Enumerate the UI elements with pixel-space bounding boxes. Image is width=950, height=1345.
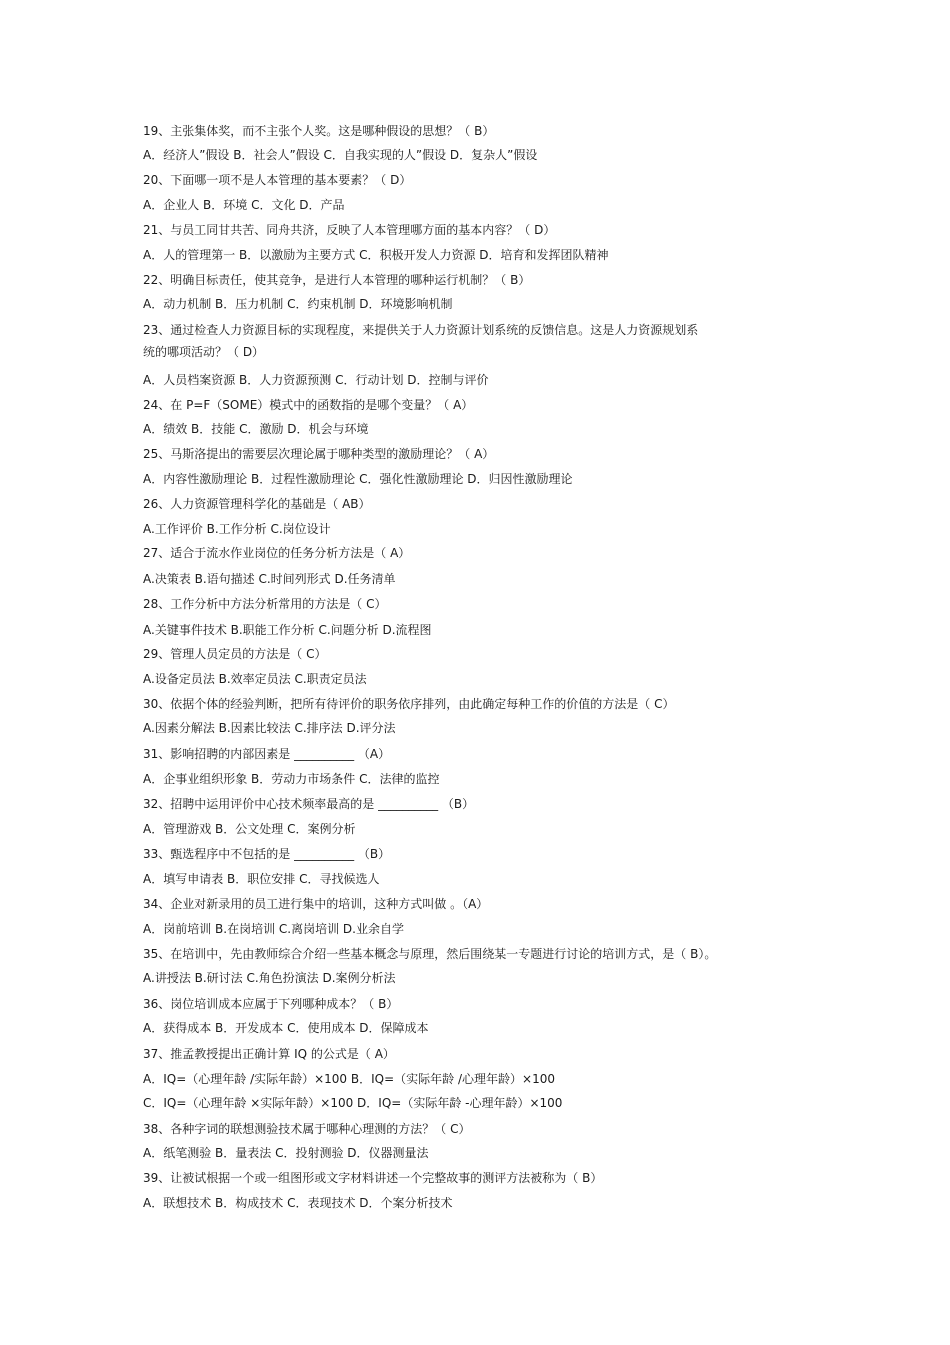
document-line: A．获得成本 B．开发成本 C．使用成本 D．保障成本 <box>143 1021 429 1035</box>
document-line: 27、适合于流水作业岗位的任务分析方法是（ A） <box>143 546 411 560</box>
document-line: 31、影响招聘的内部因素是 __________ （A） <box>143 747 391 761</box>
document-line: 24、在 P=F（SOME）模式中的函数指的是哪个变量？（ A） <box>143 398 474 412</box>
document-line: 20、下面哪一项不是人本管理的基本要素？（ D） <box>143 173 412 187</box>
document-line: 30、依据个体的经验判断，把所有待评价的职务依序排列，由此确定每种工作的价值的方法是（ C） <box>143 697 675 711</box>
document-line: A.关键事件技术 B.职能工作分析 C.问题分析 D.流程图 <box>143 623 432 637</box>
document-line: 37、推孟教授提出正确计算 IQ 的公式是（ A） <box>143 1047 395 1061</box>
document-line: A．岗前培训 B.在岗培训 C.离岗培训 D.业余自学 <box>143 922 404 936</box>
document-line: A．管理游戏 B．公文处理 C．案例分析 <box>143 822 356 836</box>
document-line: 统的哪项活动？（ D） <box>143 345 265 359</box>
document-line: A．绩效 B．技能 C．激励 D．机会与环境 <box>143 422 369 436</box>
document-line: A．经济人”假设 B．社会人”假设 C．自我实现的人”假设 D．复杂人”假设 <box>143 148 538 162</box>
document-line: A．企业人 B．环境 C．文化 D．产品 <box>143 198 345 212</box>
document-line: A．人员档案资源 B．人力资源预测 C．行动计划 D．控制与评价 <box>143 373 489 387</box>
document-line: 25、马斯洛提出的需要层次理论属于哪种类型的激励理论？（ A） <box>143 447 495 461</box>
document-line: A．联想技术 B．构成技术 C．表现技术 D．个案分析技术 <box>143 1196 453 1210</box>
document-line: 22、明确目标责任，使其竞争，是进行人本管理的哪种运行机制？（ B） <box>143 273 531 287</box>
document-line: A.工作评价 B.工作分析 C.岗位设计 <box>143 522 331 536</box>
document-line: 32、招聘中运用评价中心技术频率最高的是 __________ （B） <box>143 797 475 811</box>
document-line: A．人的管理第一 B．以激励为主要方式 C．积极开发人力资源 D．培育和发挥团队精神 <box>143 248 609 262</box>
document-line: A.讲授法 B.研讨法 C.角色扮演法 D.案例分析法 <box>143 971 396 985</box>
document-line: C．IQ=（心理年龄 ×实际年龄）×100 D．IQ=（实际年龄 -心理年龄）×100 <box>143 1096 563 1110</box>
document-line: 19、主张集体奖，而不主张个人奖。这是哪种假设的思想？（ B） <box>143 124 495 138</box>
document-line: 26、人力资源管理科学化的基础是（ AB） <box>143 497 371 511</box>
document-line: A.因素分解法 B.因素比较法 C.排序法 D.评分法 <box>143 721 396 735</box>
document-line: 36、岗位培训成本应属于下列哪种成本？（ B） <box>143 997 399 1011</box>
document-line: A．纸笔测验 B．量表法 C．投射测验 D．仪器测量法 <box>143 1146 429 1160</box>
document-line: A．企事业组织形象 B．劳动力市场条件 C．法律的监控 <box>143 772 440 786</box>
document-line: A．动力机制 B．压力机制 C．约束机制 D．环境影响机制 <box>143 297 453 311</box>
document-line: A．填写申请表 B．职位安排 C．寻找候选人 <box>143 872 380 886</box>
document-line: 35、在培训中，先由教师综合介绍一些基本概念与原理，然后围绕某一专题进行讨论的培训方式，是（ B）。 <box>143 947 717 961</box>
document-line: A.决策表 B.语句描述 C.时间列形式 D.任务清单 <box>143 572 396 586</box>
document-line: A．IQ=（心理年龄 /实际年龄）×100 B．IQ=（实际年龄 /心理年龄）×100 <box>143 1072 555 1086</box>
document-line: 28、工作分析中方法分析常用的方法是（ C） <box>143 597 387 611</box>
document-line: 38、各种字词的联想测验技术属于哪种心理测的方法？（ C） <box>143 1122 471 1136</box>
document-line: 34、企业对新录用的员工进行集中的培训，这种方式叫做 。（A） <box>143 897 489 911</box>
document-line: A．内容性激励理论 B．过程性激励理论 C．强化性激励理论 D．归因性激励理论 <box>143 472 573 486</box>
document-line: 39、让被试根据一个或一组图形或文字材料讲述一个完整故事的测评方法被称为（ B） <box>143 1171 603 1185</box>
document-line: 33、甄选程序中不包括的是 __________ （B） <box>143 847 391 861</box>
document-line: 21、与员工同甘共苦、同舟共济，反映了人本管理哪方面的基本内容？（ D） <box>143 223 556 237</box>
document-line: A.设备定员法 B.效率定员法 C.职责定员法 <box>143 672 367 686</box>
document-line: 23、通过检查人力资源目标的实现程度，来提供关于人力资源计划系统的反馈信息。这是人力资源规划系 <box>143 323 699 337</box>
document-line: 29、管理人员定员的方法是（ C） <box>143 647 327 661</box>
